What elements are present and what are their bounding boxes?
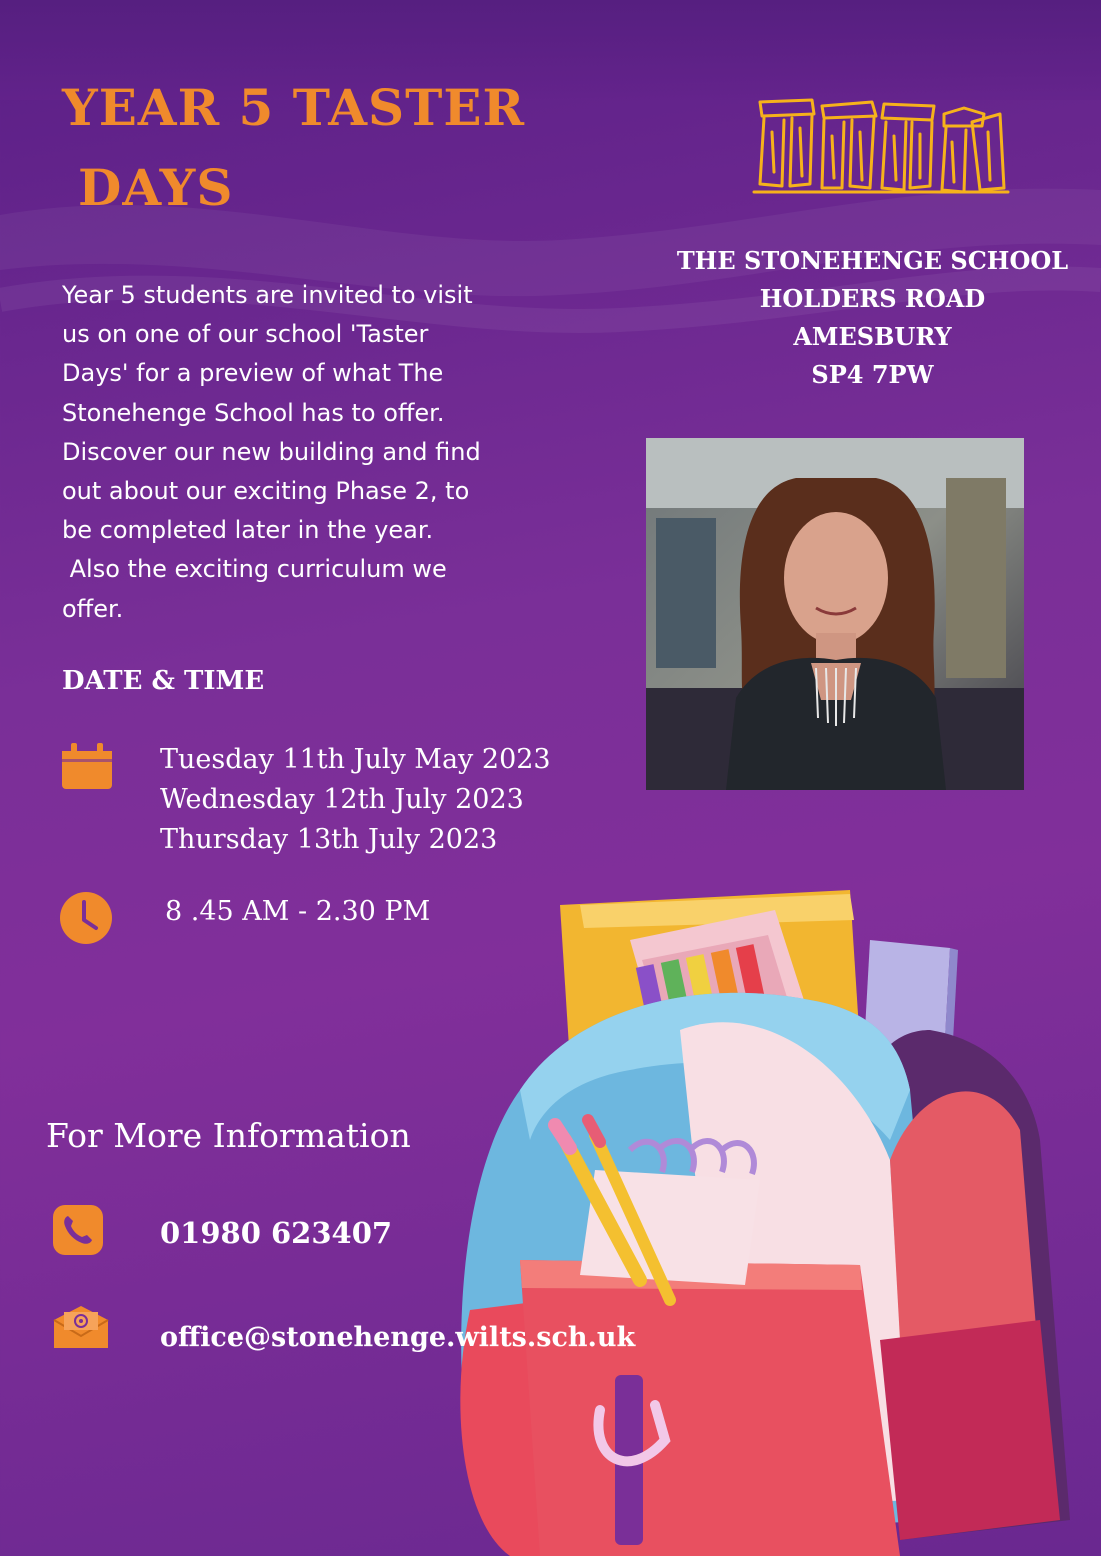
phone-number[interactable]: 01980 623407 — [160, 1216, 393, 1250]
date-list — [160, 740, 551, 860]
intro-line: us on one of our school 'Taster — [62, 320, 429, 349]
date-item: Thursday 13th July 2023 — [160, 824, 498, 855]
phone-icon — [53, 1205, 103, 1255]
page-title — [62, 68, 525, 228]
school-town: AMESBURY — [793, 322, 952, 351]
intro-line: be completed later in the year. — [62, 516, 434, 545]
intro-line: out about our exciting Phase 2, to — [62, 477, 470, 506]
intro-line: Year 5 students are invited to visit — [62, 281, 473, 309]
school-postcode: SP4 7PW — [811, 360, 934, 389]
intro-line: Also the exciting curriculum we — [62, 555, 447, 584]
title-line-1: YEAR 5 TASTER — [62, 78, 525, 137]
email-address[interactable]: office@stonehenge.wilts.sch.uk — [160, 1322, 636, 1353]
stonehenge-logo-icon — [752, 92, 1010, 198]
intro-line: Days' for a preview of what The — [62, 359, 444, 388]
more-info-heading: For More Information — [46, 1116, 411, 1155]
staff-photo — [646, 438, 1024, 790]
school-name: THE STONEHENGE SCHOOL — [676, 246, 1069, 275]
intro-paragraph — [62, 276, 552, 629]
school-road: HOLDERS ROAD — [759, 284, 986, 313]
clock-icon — [58, 890, 114, 946]
calendar-icon — [62, 741, 112, 791]
event-time: 8 .45 AM - 2.30 PM — [165, 896, 431, 927]
intro-line: Discover our new building and find — [62, 437, 481, 466]
intro-line: offer. — [62, 594, 124, 623]
school-address — [640, 242, 1101, 394]
backpack-illustration — [430, 880, 1101, 1556]
date-item: Tuesday 11th July May 2023 — [160, 744, 551, 775]
intro-line: Stonehenge School has to offer. — [62, 398, 445, 427]
date-time-heading: DATE & TIME — [62, 666, 265, 696]
envelope-icon — [52, 1304, 110, 1350]
date-item: Wednesday 12th July 2023 — [160, 784, 524, 815]
title-line-2: DAYS — [78, 158, 234, 217]
